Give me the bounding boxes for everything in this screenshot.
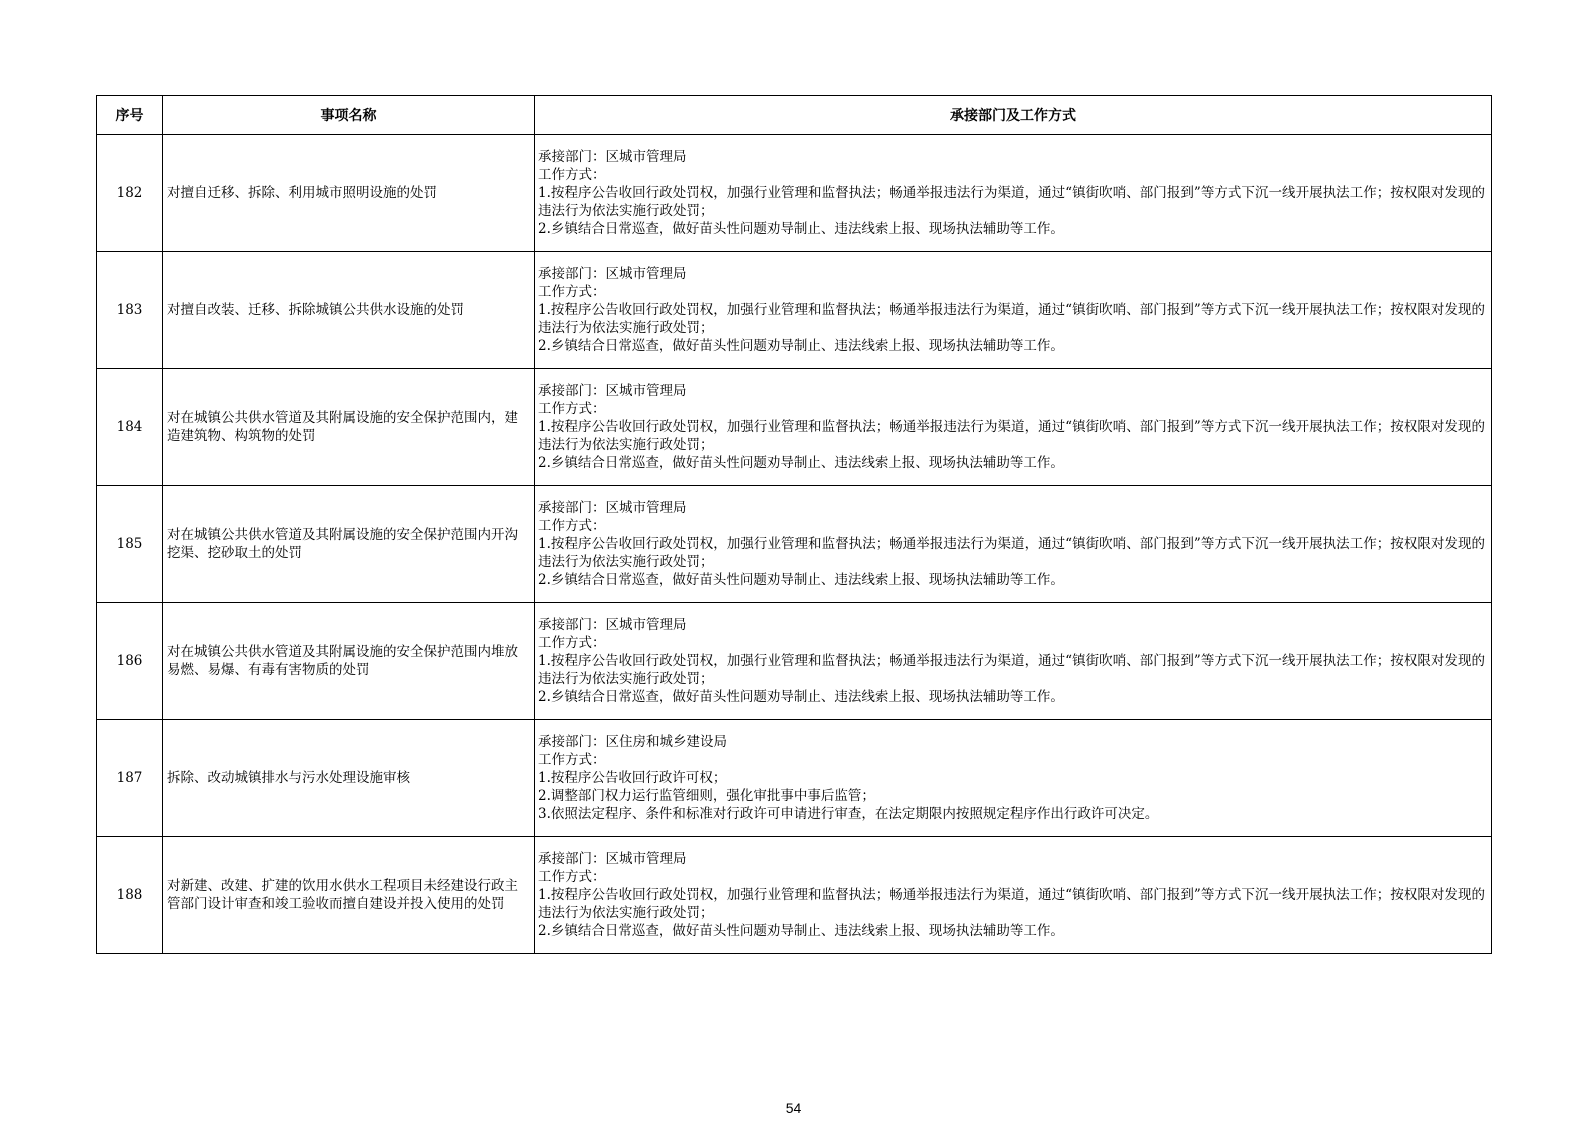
dept-line: 承接部门：区城市管理局 <box>538 383 687 399</box>
method-step: 1.按程序公告收回行政许可权； <box>538 770 727 786</box>
table-row <box>97 486 1492 603</box>
row-seq: 185 <box>97 486 163 603</box>
table-row <box>97 252 1492 369</box>
row-item-name: 对擅自改装、迁移、拆除城镇公共供水设施的处罚 <box>163 252 535 369</box>
row-seq: 184 <box>97 369 163 486</box>
row-seq: 183 <box>97 252 163 369</box>
row-dept-method <box>535 135 1492 252</box>
row-item-name: 对擅自迁移、拆除、利用城市照明设施的处罚 <box>163 135 535 252</box>
method-label: 工作方式： <box>538 869 606 885</box>
row-dept-method <box>535 369 1492 486</box>
header-item-name: 事项名称 <box>163 96 535 135</box>
method-step: 3.依照法定程序、条件和标准对行政许可申请进行审查，在法定期限内按照规定程序作出行政许可决定。 <box>538 806 1159 822</box>
row-item-name: 对在城镇公共供水管道及其附属设施的安全保护范围内堆放易燃、易爆、有毒有害物质的处罚 <box>163 603 535 720</box>
dept-line: 承接部门：区城市管理局 <box>538 500 687 516</box>
table-header-row <box>97 96 1492 135</box>
row-dept-method <box>535 837 1492 954</box>
method-step: 1.按程序公告收回行政处罚权，加强行业管理和监督执法；畅通举报违法行为渠道，通过“镇街吹哨、部门报到”等方式下沉一线开展执法工作；按权限对发现的违法行为依法实施行政处罚； <box>538 302 1485 336</box>
method-step: 2.调整部门权力运行监管细则，强化审批事中事后监管； <box>538 788 875 804</box>
row-item-name: 对在城镇公共供水管道及其附属设施的安全保护范围内开沟挖渠、挖砂取土的处罚 <box>163 486 535 603</box>
method-label: 工作方式： <box>538 635 606 651</box>
table-row <box>97 603 1492 720</box>
method-label: 工作方式： <box>538 401 606 417</box>
page-number: 54 <box>785 1100 802 1116</box>
method-step: 2.乡镇结合日常巡查，做好苗头性问题劝导制止、违法线索上报、现场执法辅助等工作。 <box>538 338 1064 354</box>
method-label: 工作方式： <box>538 518 606 534</box>
method-label: 工作方式： <box>538 167 606 183</box>
row-seq: 186 <box>97 603 163 720</box>
header-dept-method: 承接部门及工作方式 <box>535 96 1492 135</box>
method-step: 2.乡镇结合日常巡查，做好苗头性问题劝导制止、违法线索上报、现场执法辅助等工作。 <box>538 923 1064 939</box>
method-step: 1.按程序公告收回行政处罚权，加强行业管理和监督执法；畅通举报违法行为渠道，通过“镇街吹哨、部门报到”等方式下沉一线开展执法工作；按权限对发现的违法行为依法实施行政处罚； <box>538 653 1485 687</box>
method-step: 2.乡镇结合日常巡查，做好苗头性问题劝导制止、违法线索上报、现场执法辅助等工作。 <box>538 221 1064 237</box>
table-row <box>97 369 1492 486</box>
dept-line: 承接部门：区城市管理局 <box>538 149 687 165</box>
dept-line: 承接部门：区城市管理局 <box>538 851 687 867</box>
table-row <box>97 720 1492 837</box>
method-label: 工作方式： <box>538 284 606 300</box>
method-step: 2.乡镇结合日常巡查，做好苗头性问题劝导制止、违法线索上报、现场执法辅助等工作。 <box>538 572 1064 588</box>
method-step: 2.乡镇结合日常巡查，做好苗头性问题劝导制止、违法线索上报、现场执法辅助等工作。 <box>538 689 1064 705</box>
method-label: 工作方式： <box>538 752 606 768</box>
dept-line: 承接部门：区城市管理局 <box>538 266 687 282</box>
table-row <box>97 135 1492 252</box>
dept-line: 承接部门：区住房和城乡建设局 <box>538 734 727 750</box>
row-seq: 182 <box>97 135 163 252</box>
method-step: 1.按程序公告收回行政处罚权，加强行业管理和监督执法；畅通举报违法行为渠道，通过“镇街吹哨、部门报到”等方式下沉一线开展执法工作；按权限对发现的违法行为依法实施行政处罚； <box>538 536 1485 570</box>
row-seq: 188 <box>97 837 163 954</box>
method-step: 1.按程序公告收回行政处罚权，加强行业管理和监督执法；畅通举报违法行为渠道，通过“镇街吹哨、部门报到”等方式下沉一线开展执法工作；按权限对发现的违法行为依法实施行政处罚； <box>538 185 1485 219</box>
row-dept-method <box>535 486 1492 603</box>
items-table <box>96 95 1492 954</box>
method-step: 2.乡镇结合日常巡查，做好苗头性问题劝导制止、违法线索上报、现场执法辅助等工作。 <box>538 455 1064 471</box>
method-step: 1.按程序公告收回行政处罚权，加强行业管理和监督执法；畅通举报违法行为渠道，通过“镇街吹哨、部门报到”等方式下沉一线开展执法工作；按权限对发现的违法行为依法实施行政处罚； <box>538 419 1485 453</box>
row-seq: 187 <box>97 720 163 837</box>
table-row <box>97 837 1492 954</box>
dept-line: 承接部门：区城市管理局 <box>538 617 687 633</box>
row-dept-method <box>535 252 1492 369</box>
row-item-name: 对在城镇公共供水管道及其附属设施的安全保护范围内，建造建筑物、构筑物的处罚 <box>163 369 535 486</box>
row-dept-method <box>535 720 1492 837</box>
row-item-name: 对新建、改建、扩建的饮用水供水工程项目未经建设行政主管部门设计审查和竣工验收而擅自建设并投入使用的处罚 <box>163 837 535 954</box>
header-seq: 序号 <box>97 96 163 135</box>
row-item-name: 拆除、改动城镇排水与污水处理设施审核 <box>163 720 535 837</box>
method-step: 1.按程序公告收回行政处罚权，加强行业管理和监督执法；畅通举报违法行为渠道，通过“镇街吹哨、部门报到”等方式下沉一线开展执法工作；按权限对发现的违法行为依法实施行政处罚； <box>538 887 1485 921</box>
row-dept-method <box>535 603 1492 720</box>
